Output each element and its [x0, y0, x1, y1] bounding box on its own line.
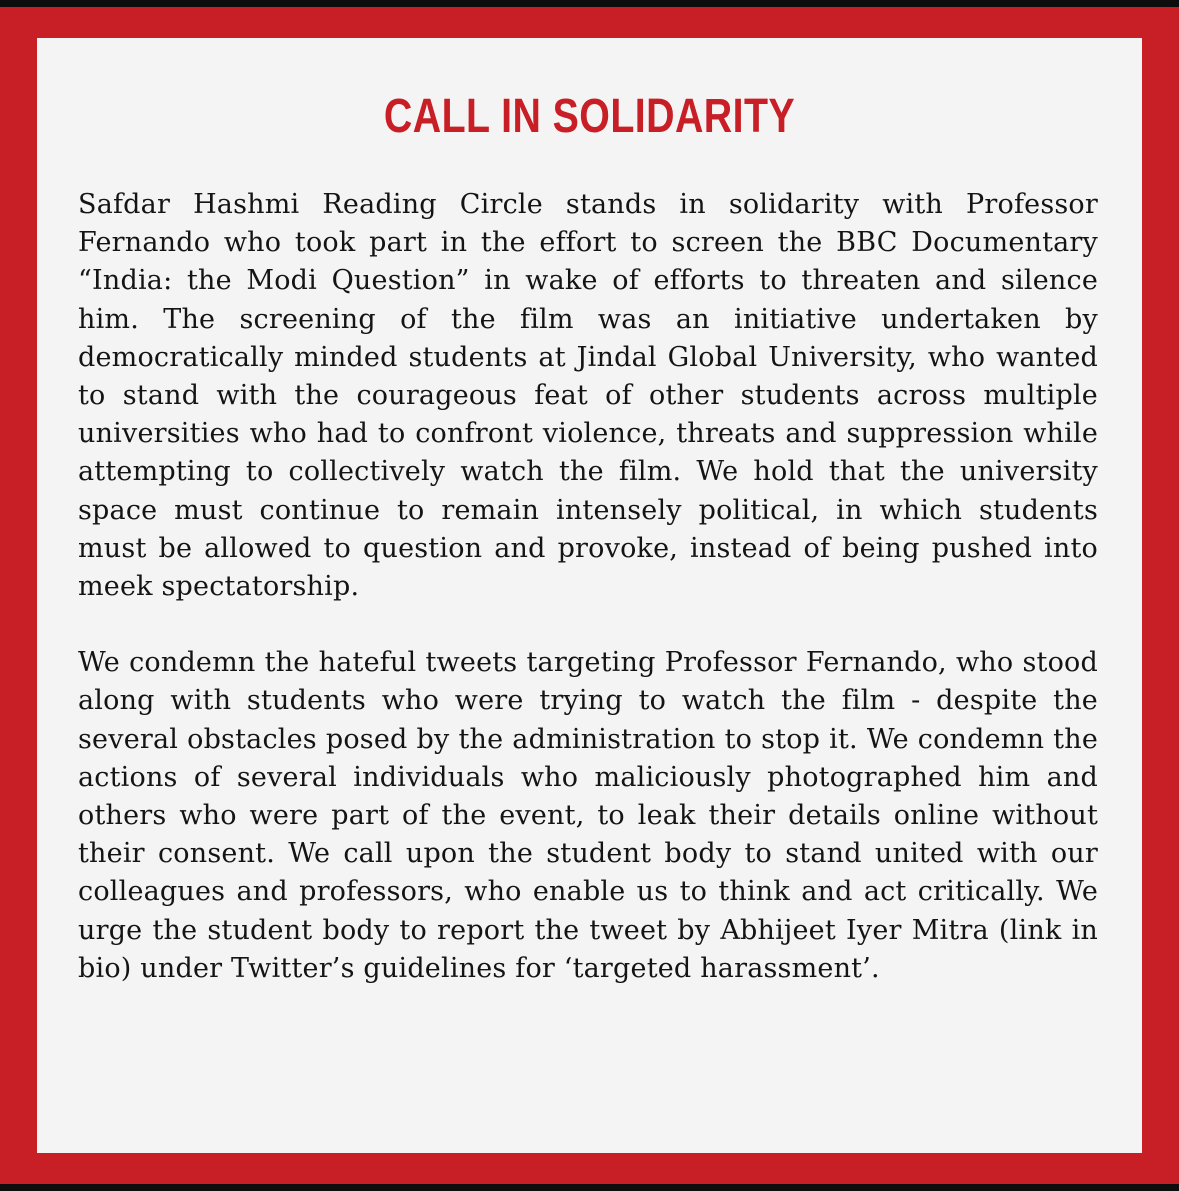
poster-title: CALL IN SOLIDARITY — [383, 90, 796, 143]
statement-paragraph-2: We condemn the hateful tweets targeting Professor Fernando, who stood along with students who were trying to watch the film - despite the several obstacles posed by the administration to stop it. We condemn the actions of several individuals who maliciously photographed him and others who were part of the event, to leak their details online without their consent. We call upon the student body to stand united with our colleagues and professors, who enable us to think and act critically. We urge the student body to report the tweet by Abhijeet Iyer Mitra (link in bio) under Twitter’s guidelines for ‘targeted harassment’. — [78, 647, 1098, 984]
statement-body — [78, 186, 1098, 988]
statement-paragraph-1: Safdar Hashmi Reading Circle stands in solidarity with Professor Fernando who took part in the effort to screen the BBC Documentary “India: the Modi Question” in wake of efforts to threaten and silence him. The screening of the film was an initiative undertaken by democratically minded students at Jindal Global University, who wanted to stand with the courageous feat of other students across multiple universities who had to confront violence, threats and suppression while attempting to collectively watch the film. We hold that the university space must continue to remain intensely political, in which students must be allowed to question and provoke, instead of being pushed into meek spectatorship. — [78, 189, 1098, 603]
